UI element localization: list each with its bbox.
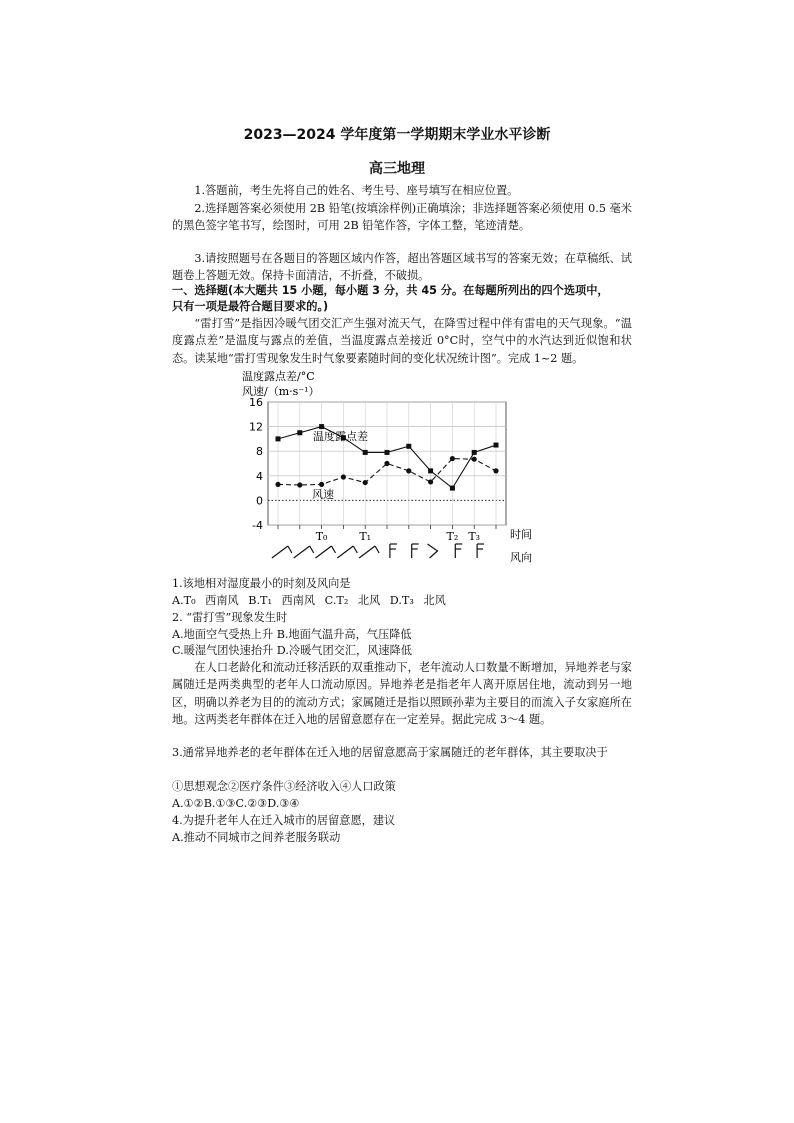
wind-direction-label: 风向 [510,551,532,564]
subject-title: 高三地理 [369,161,425,177]
q1-stem: 1.该地相对湿度最小的时刻及风向是 [172,577,351,590]
windspeed-point [406,468,411,473]
dewpoint-point [494,443,499,448]
wind-barb-feather [375,546,379,553]
y-axis-label-2: 风速/（m·s⁻¹） [242,385,320,398]
weather-chart [228,368,538,568]
series-label-wind: 风速 [312,488,334,501]
wind-barb [272,546,288,558]
time-label: T₂ [446,530,459,543]
y-tick-label: 4 [256,469,263,483]
windspeed-point [341,474,346,479]
passage-1: “雷打雪”是指因冷暖气团交汇产生强对流天气，在降雪过程中伴有雷电的天气现象。“温度露点差”是温度与露点的差值，当温度露点差接近 0°C时，空气中的水汽达到近似饱和状态。读某地“雷打雪现象发生时气象要素随时间的变化状况统计图”。完成 1~2 题。 [172,317,632,365]
x-axis-label: 时间 [510,528,532,541]
y-tick-label: -4 [252,519,263,532]
instruction-3: 3.请按照题号在各题目的答题区域内作答，超出答题区域书写的答案无效；在草稿纸、试题卷上答题无效。保持卡面清洁，不折叠，不破损。 [172,252,632,283]
section-heading-line2: 只有一项是最符合题目要求的。) [172,300,329,313]
wind-barb [359,546,375,558]
windspeed-point [297,482,302,487]
y-tick-label: 8 [256,445,263,459]
windspeed-point [472,457,477,462]
time-label: T₁ [359,530,372,543]
wind-barb-feather [332,546,336,553]
q4-stem: 4.为提升老年人在迁入城市的居留意愿，建议 [172,814,396,827]
wind-barb-feather [310,546,314,553]
y-tick-label: 0 [256,494,263,508]
dewpoint-point [385,450,390,455]
windspeed-point [319,482,324,487]
windspeed-point [450,456,455,461]
q1-options: A.T₀ 西南风 B.T₁ 西南风 C.T₂ 北风 D.T₃ 北风 [172,594,446,607]
windspeed-point [275,482,280,487]
q3-options: A.①②B.①③C.②③D.③④ [172,797,300,810]
wind-barb [316,546,332,558]
instruction-2: 2.选择题答案必须使用 2B 铅笔(按填涂样例)正确填涂；非选择题答案必须使用 0.5 毫米的黑色签字笔书写，绘图时，可用 2B 铅笔作答，字体工整，笔迹清楚。 [172,202,632,233]
y-tick-label: 16 [249,396,263,409]
dewpoint-point [450,486,455,491]
q2-stem: 2. “雷打雪”现象发生时 [172,611,288,624]
instruction-1: 1.答题前，考生先将自己的姓名、考生号、座号填写在相应位置。 [194,184,519,197]
section-heading-line1: 一、选择题(本大题共 15 小题，每小题 3 分，共 45 分。在每题所列出的四个选项中， [172,284,609,297]
windspeed-point [363,480,368,485]
q3-stem: 3.通常异地养老的老年群体在迁入地的居留意愿高于家属随迁的老年群体，其主要取决于 [172,746,608,759]
wind-barb [294,546,310,558]
q3-items: ①思想观念②医疗条件③经济收入④人口政策 [172,780,396,793]
y-tick-label: 12 [249,420,263,434]
dewpoint-point [319,424,324,429]
time-label: T₀ [315,530,328,543]
wind-barbs [272,544,484,558]
q2-options-line2: C.暖湿气团快速抬升 D.冷暖气团交汇，风速降低 [172,644,412,657]
dewpoint-point [276,436,281,441]
wind-barb [428,544,438,558]
passage-2: 在人口老龄化和流动迁移活跃的双重推动下，老年流动人口数量不断增加，异地养老与家属随迁是两类典型的老年人口流动原因。异地养老是指老年人离开原居住地，流动到另一地区，明确以养老为目的的流动方式；家属随迁是指以照顾孙辈为主要目的而流入子女家庭所在地。这两类老年群体在迁入地的居留意愿存在一定差异。据此完成 3～4 题。 [172,661,632,726]
exam-title: 2023—2024 学年度第一学期期末学业水平诊断 [243,127,551,143]
dewpoint-point [406,444,411,449]
windspeed-point [428,479,433,484]
wind-barb-feather [353,546,357,553]
q2-options-line1: A.地面空气受热上升 B.地面气温升高，气压降低 [172,628,412,641]
dewpoint-point [428,468,433,473]
series-label-dewpoint: 温度露点差 [313,430,368,443]
y-tick-labels [249,396,263,532]
dewpoint-point [472,450,477,455]
wind-barb [337,546,353,558]
dewpoint-point [363,450,368,455]
wind-barb-feather [288,546,292,553]
windspeed-point [384,461,389,466]
q4-option-a: A.推动不同城市之间养老服务联动 [172,831,341,844]
x-tick-labels [316,530,480,543]
windspeed-point [493,468,498,473]
dewpoint-point [297,430,302,435]
time-label: T₃ [468,530,481,543]
y-axis-label-1: 温度露点差/°C [242,370,315,383]
